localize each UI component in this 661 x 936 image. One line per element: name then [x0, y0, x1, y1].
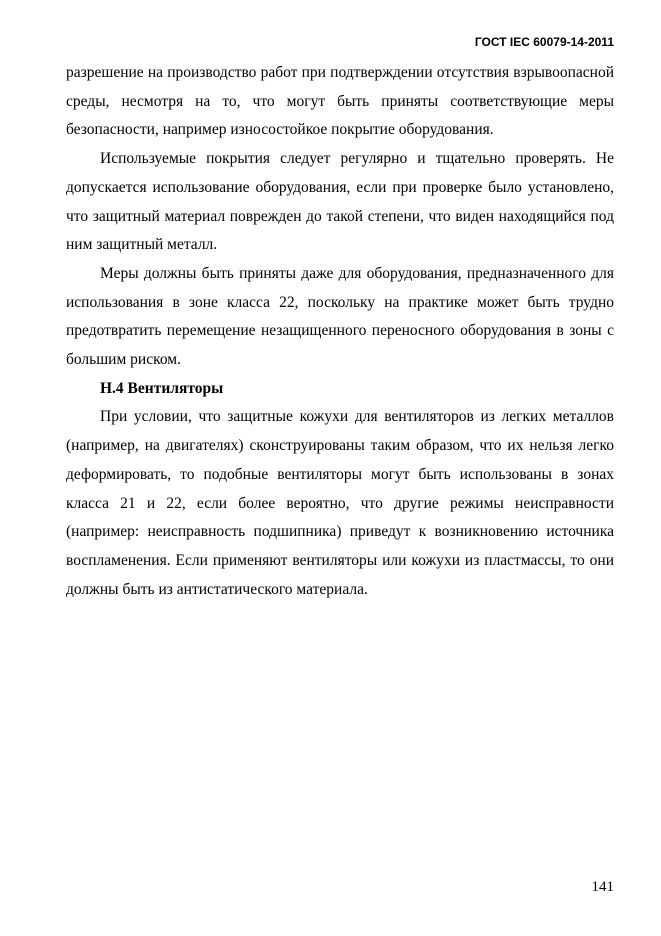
- paragraph-measures: Меры должны быть приняты даже для оборудования, предназначенного для использования в зоне класса 22, поскольку на практике может быть трудно предотвратить перемещение незащищенного переносного оборудования в зоны с большим риском.: [66, 264, 614, 369]
- paragraph-coatings: Используемые покрытия следует регулярно и тщательно проверять. Не допускается использование оборудования, если при проверке было установлено, что защитный материал поврежден до такой степени, что виден находящийся под ним защитный металл.: [66, 150, 614, 254]
- paragraph-fans: При условии, что защитные кожухи для вентиляторов из легких металлов (например, на двигателях) сконструированы таким образом, что их нельзя легко деформировать, то подобные вентиляторы могут быть использованы в зонах класса 21 и 22, если более вероятно, что другие режимы неисправности (например: неисправность подшипника) приведут к возникновению источника воспламенения. Если применяют вентиляторы или кожухи из пластмассы, то они должны быть из антистатического материала.: [66, 408, 614, 598]
- document-body: [66, 59, 614, 604]
- section-heading: Н.4 Вентиляторы: [100, 379, 224, 397]
- page-number: 141: [591, 879, 614, 895]
- document-code-header: ГОСТ IEC 60079-14-2011: [474, 35, 614, 49]
- paragraph-continuation: разрешение на производство работ при подтверждении отсутствия взрывоопасной среды, несмотря на то, что могут быть приняты соответствующие меры безопасности, например износостойкое покрытие оборудования.: [66, 64, 614, 139]
